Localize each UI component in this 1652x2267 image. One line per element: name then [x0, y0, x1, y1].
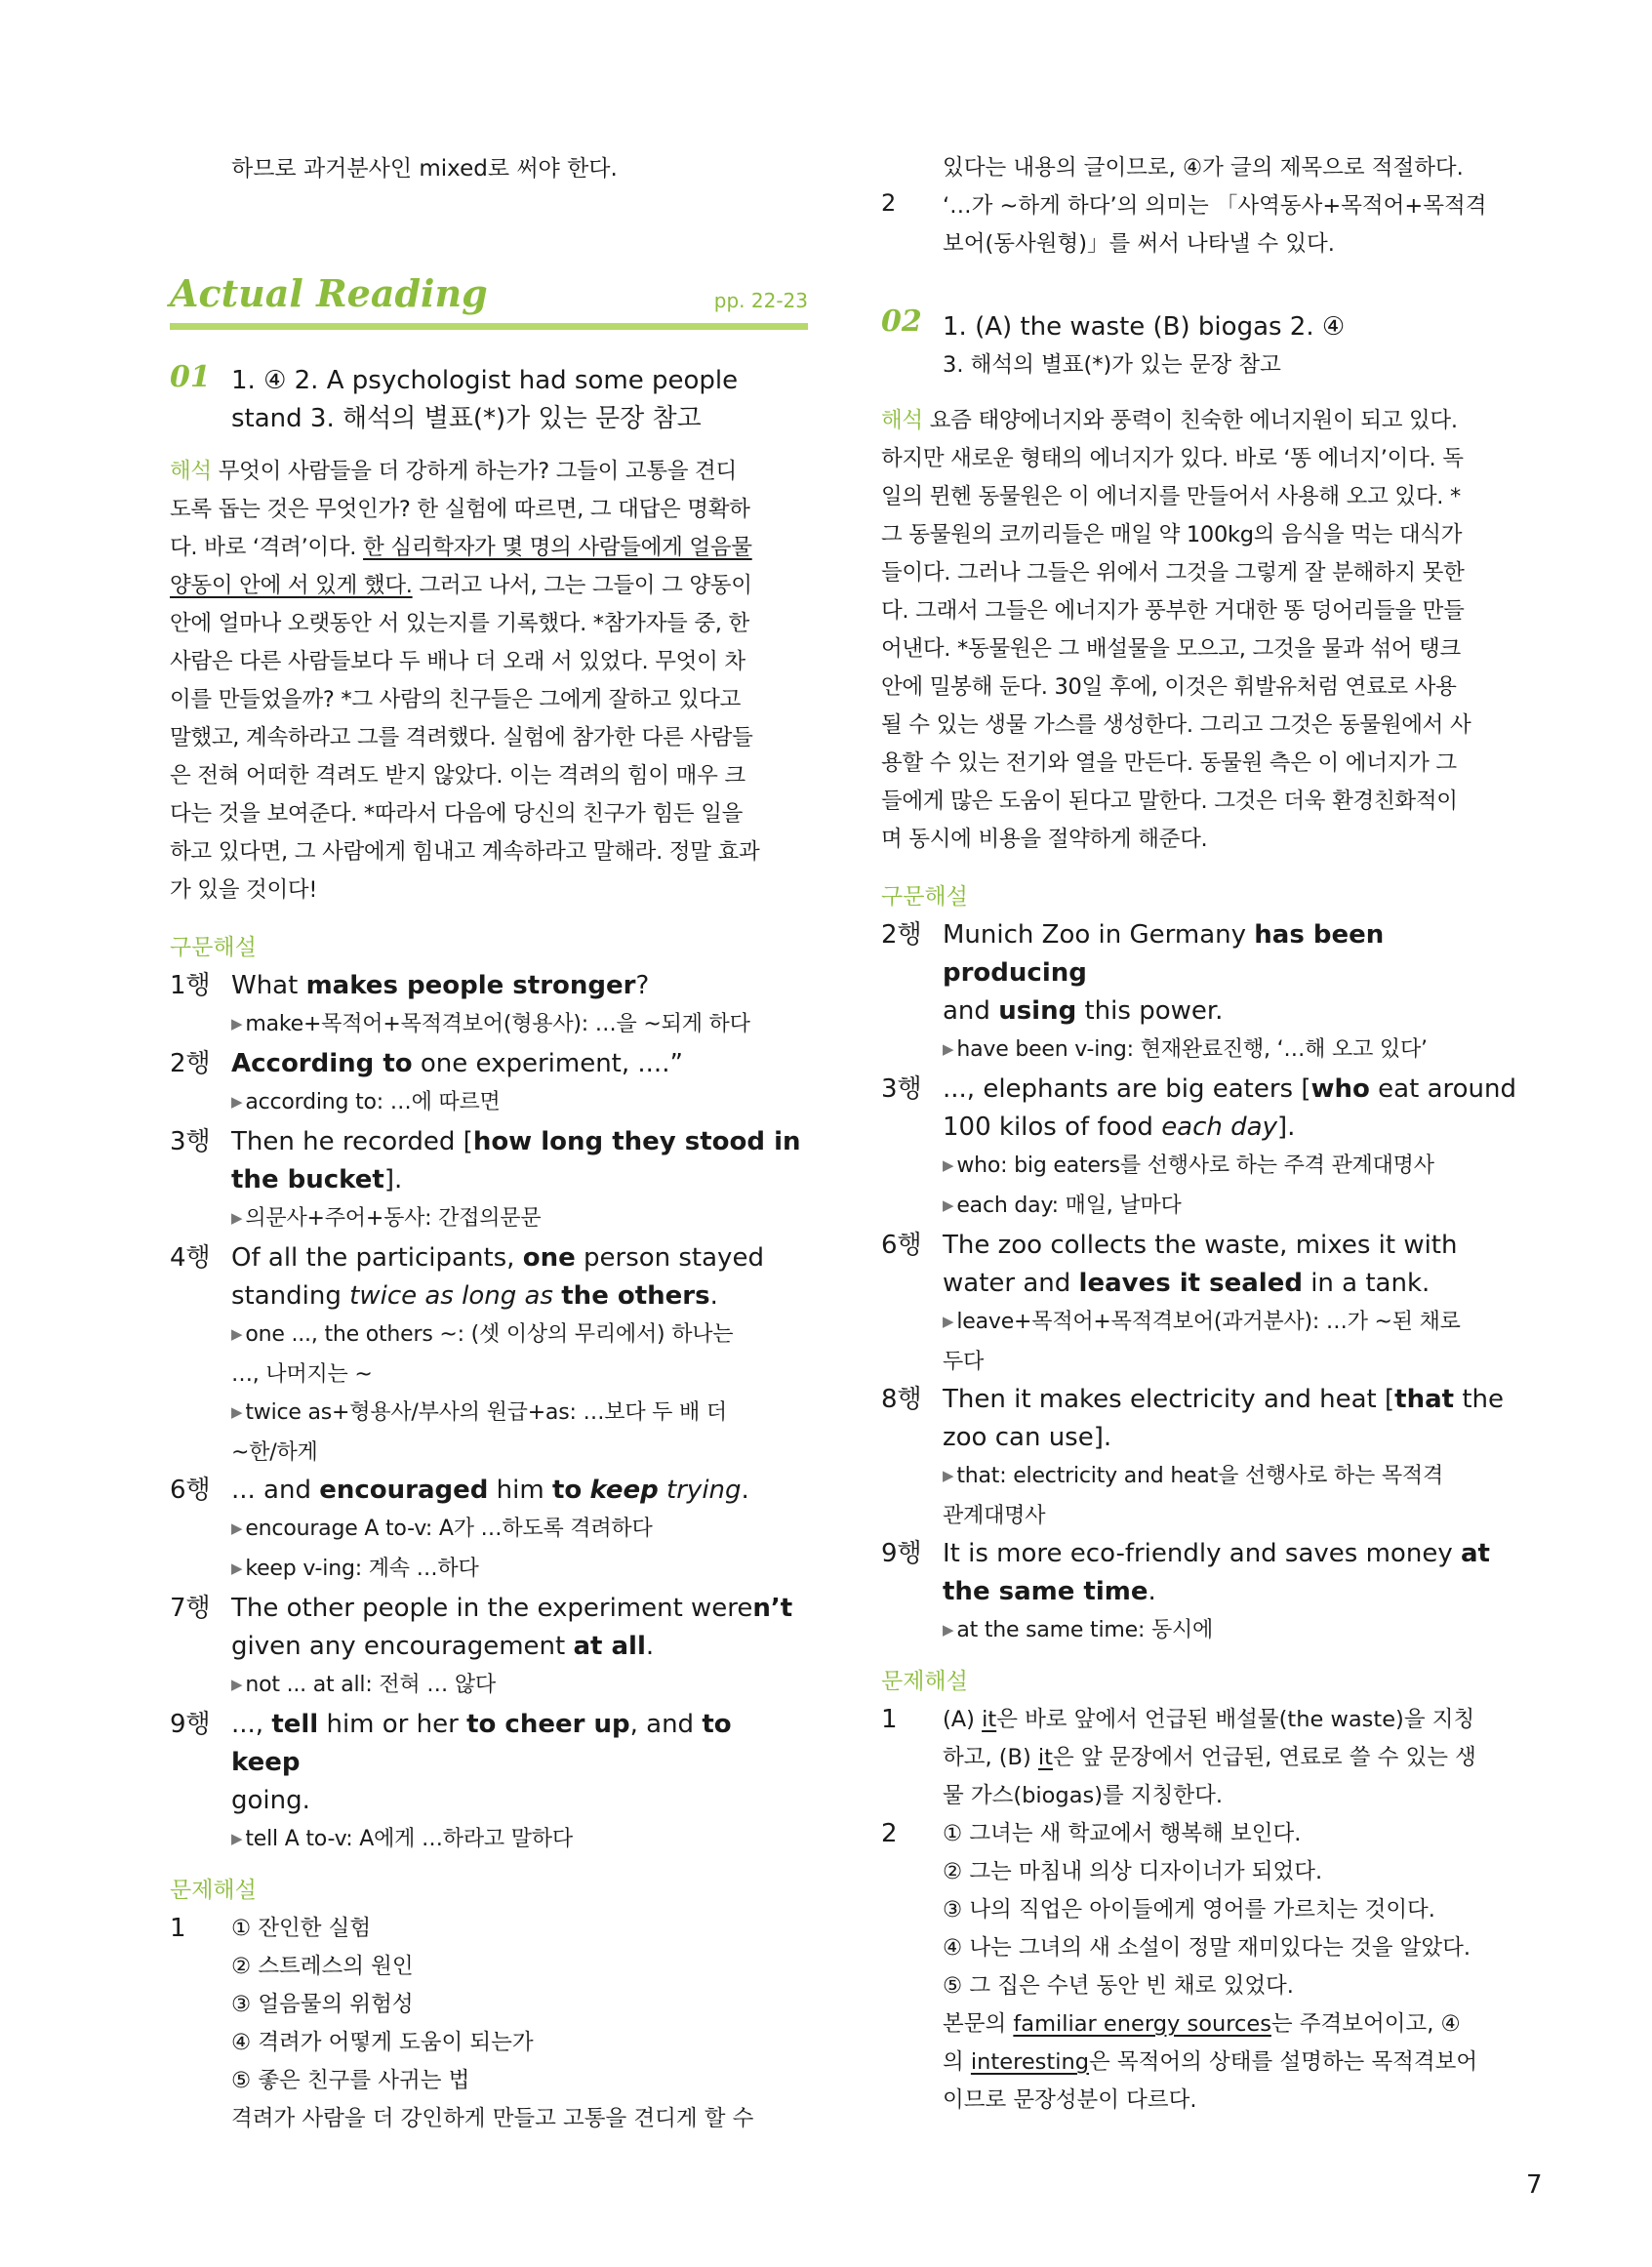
continued-line-2: ‘…가 ~하게 하다’의 의미는 「사역동사+목적어+목적격 보어(동사원형)」를 써서 나타낼 수 있다.	[943, 193, 1487, 257]
grammar-02-line-8: 8행 Then it makes electricity and heat [that the zoo can use].	[881, 1385, 1505, 1452]
page-number: 7	[1526, 2170, 1543, 2200]
grammar-section: 구문해설 1행 What makes people stronger? ▶ make+목적어+목적격보어(형용사): …을 ~되게 하다 2행 According to one experiment, ....” ▶ according to: …에 따르면 3행 Then he recorded [how long they stood in the bucket]. ▶ 의문사+주어+동사: 간접의문문 4행 Of all the participants, one person stayed standing twice as long as the others. ▶ one ..., the others ~: (셋 이상의 무리에서) 하나는 …, 나머지는 ~ ▶ twice as+형용사/부사의 원급+as: …보다 두 배 더 ~한/하게 6행 ... and encouraged him to keep trying. ▶ encourage A to-v: A가 …하도록 격려하다 ▶ keep v-ing: 계속 …하다 7행 The other people in the experiment weren’t given any encouragement at all. ▶ not ... at all: 전혀 … 않다 9행 ..., tell him or her to cheer up, and to keep going. ▶ tell A to-v: A에게 …하라고 말하다 문제해설 1 ① 잔인한 실험 ② 스트레스의 원인 ③ 얼음물의 위험성 ④ 격려가 어떻게 도움이 되는가 ⑤ 좋은 친구를 사귀는 법 격려가 사람을 더 강인하게 만들고 고통을 견디게 할 수	[170, 929, 808, 2138]
grammar-line-7: 7행 The other people in the experiment weren’t given any encouragement at all.	[170, 1594, 793, 1661]
option-4: ④ 격려가 어떻게 도움이 되는가	[231, 2030, 534, 2055]
grammar-02-line-3: 3행 ..., elephants are big eaters [who eat around 100 kilos of food each day].	[881, 1074, 1516, 1142]
problem-02-2: 2 ① 그녀는 새 학교에서 행복해 보인다. ② 그는 마침내 의상 디자이너가 되었다. ③ 나의 직업은 아이들에게 영어를 가르치는 것이다. ④ 나는 그녀의 새 소설이 정말 재미있다는 것을 알았다. ⑤ 그 집은 수년 동안 빈 채로 있었다. 본문의 familiar energy sources는 주격보어이고, ④ 의 interesting은 목적어의 상태를 설명하는 목적격보어 이므로 문장성분이 다르다.	[881, 1815, 1523, 2120]
continued-number-2: 2	[881, 189, 897, 217]
grammar-section-02: 구문해설 2행 Munich Zoo in Germany has been producing and using this power. ▶ have been v-ing: 현재완료진행, ‘…해 오고 있다’ 3행 ..., elephants are big eaters [who eat around 100 kilos of food each day]. ▶ who: big eaters를 선행사로 하는 주격 관계대명사 ▶ each day: 매일, 날마다 6행 The zoo collects the waste, mixes it with water and leaves it sealed in a tank. ▶ leave+목적어+목적격보어(과거분사): …가 ~된 채로 두다 8행 Then it makes electricity and heat [that the zoo can use]. ▶ that: electricity and heat을 선행사로 하는 목적격 관계대명사 9행 It is more eco-friendly and saves money at the same time. ▶ at the same time: 동시에 문제해설 1 (A) it은 바로 앞에서 언급된 배설물(the waste)을 지칭 하고, (B) it은 앞 문장에서 언급된, 연료로 쓸 수 있는 생 물 가스(biogas)를 지칭한다. 2 ① 그녀는 새 학교에서 행복해 보인다. ② 그는 마침내 의상 디자이너가 되었다. ③ 나의 직업은 아이들에게 영어를 가르치는 것이다. ④ 나는 그녀의 새 소설이 정말 재미있다는 것을 알았다. ⑤ 그 집은 수년 동안 빈 채로 있었다. 본문의 familiar energy sources는 주격보어이고, ④ 의 interesting은 목적어의 상태를 설명하는 목적격보어 이므로 문장성분이 다르다.	[881, 878, 1523, 2120]
option-2: ② 스트레스의 원인	[231, 1954, 414, 1979]
intro-line: 하므로 과거분사인 mixed로 써야 한다.	[231, 156, 618, 182]
problem-label-02: 문제해설	[881, 1669, 968, 1694]
problem-02-1: 1 (A) it은 바로 앞에서 언급된 배설물(the waste)을 지칭 하고, (B) it은 앞 문장에서 언급된, 연료로 쓸 수 있는 생 물 가스(biogas)를 지칭한다.	[881, 1705, 1476, 1808]
grammar-02-line-6: 6행 The zoo collects the waste, mixes it with water and leaves it sealed in a tank.	[881, 1231, 1458, 1298]
translation-block: 해석 무엇이 사람들을 더 강하게 하는가? 그들이 고통을 견디 도록 돕는 것은 무엇인가? 한 실험에 따르면, 그 대답은 명확하 다. 바로 ‘격려’이다. 한 심리학자가 몇 명의 사람들에게 얼음물 양동이 안에 서 있게 했다. 그러고 나서, 그는 그들이 그 양동이 안에 얼마나 오랫동안 서 있는지를 기록했다. *참가자들 중, 한 사람은 다른 사람들보다 두 배나 더 오래 서 있었다. 무엇이 차 이를 만들었을까? *그 사람의 친구들은 그에게 잘하고 있다고 말했고, 계속하라고 그를 격려했다. 실험에 참가한 다른 사람들 은 전혀 어떠한 격려도 받지 않았다. 이는 격려의 힘이 매우 크 다는 것을 보여준다. *따라서 다음에 당신의 친구가 힘든 일을 하고 있다면, 그 사람에게 힘내고 계속하라고 말해라. 정말 효과 가 있을 것이다!	[170, 459, 760, 903]
option-1: ① 잔인한 실험	[231, 1916, 372, 1941]
option-1: ① 그녀는 새 학교에서 행복해 보인다.	[943, 1821, 1302, 1846]
option-5: ⑤ 좋은 친구를 사귀는 법	[231, 2068, 470, 2093]
grammar-line-4: 4행 Of all the participants, one person stayed standing twice as long as the others.	[170, 1243, 764, 1311]
option-3: ③ 얼음물의 위험성	[231, 1992, 414, 2017]
continued-line-1: 있다는 내용의 글이므로, ④가 글의 제목으로 적절하다.	[943, 155, 1464, 181]
option-4: ④ 나는 그녀의 새 소설이 정말 재미있다는 것을 알았다.	[943, 1935, 1471, 1961]
answer-02-line-1: 1. (A) the waste (B) biogas 2. ④	[943, 312, 1346, 342]
option-5: ⑤ 그 집은 수년 동안 빈 채로 있었다.	[943, 1973, 1294, 1999]
answer-02-line-2: 3. 해석의 별표(*)가 있는 문장 참고	[943, 352, 1281, 378]
option-2: ② 그는 마침내 의상 디자이너가 되었다.	[943, 1859, 1323, 1884]
translation-block-02: 해석 요즘 태양에너지와 풍력이 친숙한 에너지원이 되고 있다. 하지만 새로운 형태의 에너지가 있다. 바로 ‘똥 에너지’이다. 독 일의 뮌헨 동물원은 이 에너지를 만들어서 사용해 오고 있다. * 그 동물원의 코끼리들은 매일 약 100kg의 음식을 먹는 대식가 들이다. 그러나 그들은 위에서 그것을 그렇게 잘 분해하지 못한 다. 그래서 그들은 에너지가 풍부한 거대한 똥 덩어리들을 만들 어낸다. *동물원은 그 배설물을 모으고, 그것을 물과 섞어 탱크 안에 밀봉해 둔다. 30일 후에, 이것은 휘발유처럼 연료로 사용 될 수 있는 생물 가스를 생성한다. 그리고 그것은 동물원에서 사 용할 수 있는 전기와 열을 만든다. 동물원 측은 이 에너지가 그 들에게 많은 도움이 된다고 말한다. 그것은 더욱 환경친화적이 며 동시에 비용을 절약하게 해준다.	[881, 408, 1471, 852]
grammar-line-2: 2행 According to one experiment, ....”	[170, 1049, 683, 1078]
problem-explanation: 격려가 사람을 더 강인하게 만들고 고통을 견디게 할 수	[231, 2106, 754, 2131]
problem-label: 문제해설	[170, 1878, 257, 1903]
answer-line-1: 1. ④ 2. A psychologist had some people	[231, 366, 739, 395]
translation-label: 해석	[170, 459, 212, 484]
grammar-line-6: 6행 ... and encouraged him to keep trying.	[170, 1476, 749, 1505]
answer-line-2: stand 3. 해석의 별표(*)가 있는 문장 참고	[231, 404, 702, 433]
grammar-label-02: 구문해설	[881, 884, 968, 910]
grammar-line-9: 9행 ..., tell him or her to cheer up, and to keep going.	[170, 1710, 732, 1815]
translation-label-02: 해석	[881, 408, 923, 433]
grammar-02-line-9: 9행 It is more eco-friendly and saves money at the same time.	[881, 1539, 1490, 1606]
question-number-01: 01	[170, 360, 211, 394]
section-heading: Actual Reading	[170, 271, 488, 315]
grammar-label: 구문해설	[170, 935, 257, 960]
option-3: ③ 나의 직업은 아이들에게 영어를 가르치는 것이다.	[943, 1897, 1435, 1923]
problem-1: 1 ① 잔인한 실험 ② 스트레스의 원인 ③ 얼음물의 위험성 ④ 격려가 어떻게 도움이 되는가 ⑤ 좋은 친구를 사귀는 법 격려가 사람을 더 강인하게 만들고 고통을 견디게 할 수	[170, 1910, 808, 2138]
grammar-line-1: 1행 What makes people stronger?	[170, 971, 650, 1000]
heading-underline	[170, 323, 808, 330]
grammar-02-line-2: 2행 Munich Zoo in Germany has been producing and using this power.	[881, 920, 1385, 1026]
pages-reference: pp. 22-23	[713, 289, 808, 312]
question-number-02: 02	[881, 304, 922, 339]
grammar-line-3: 3행 Then he recorded [how long they stood in the bucket].	[170, 1127, 801, 1194]
